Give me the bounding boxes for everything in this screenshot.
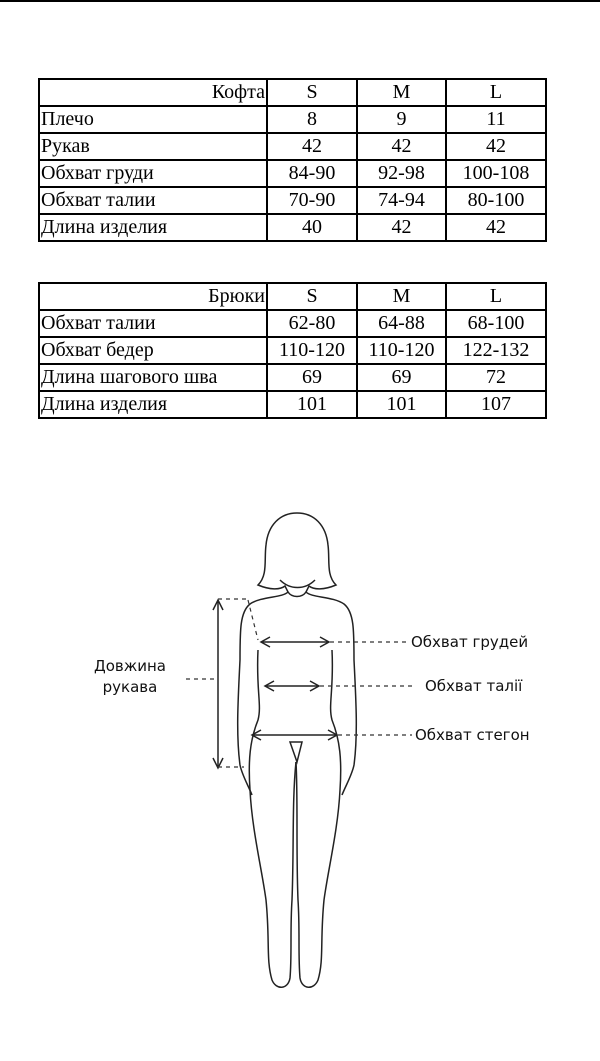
size-header: L [446,283,546,310]
measurement-value: 72 [446,364,546,391]
measurement-value: 42 [446,214,546,241]
size-header: S [267,79,357,106]
measurement-value: 80-100 [446,187,546,214]
measurement-value: 69 [267,364,357,391]
measurement-value: 68-100 [446,310,546,337]
measurement-arrows [213,600,337,768]
measurement-value: 64-88 [357,310,446,337]
measurement-value: 92-98 [357,160,446,187]
size-header: M [357,79,446,106]
measurement-value: 110-120 [357,337,446,364]
measurement-name: Обхват груди [39,160,267,187]
measurement-value: 40 [267,214,357,241]
measurement-value: 42 [357,214,446,241]
measurement-value: 100-108 [446,160,546,187]
size-header: S [267,283,357,310]
sleeve-length-line1: Довжина [94,657,166,675]
measurement-name: Обхват бедер [39,337,267,364]
measurement-value: 101 [357,391,446,418]
measurement-value: 42 [357,133,446,160]
measurement-name: Обхват талии [39,310,267,337]
measurement-value: 62-80 [267,310,357,337]
measurement-value: 8 [267,106,357,133]
measurement-value: 11 [446,106,546,133]
measurement-value: 122-132 [446,337,546,364]
waist-label: Обхват талії [425,677,523,695]
measurement-value: 42 [446,133,546,160]
body-outline [238,513,357,987]
measurement-value: 70-90 [267,187,357,214]
table-title: Кофта [39,79,267,106]
measurement-name: Плечо [39,106,267,133]
measurement-name: Длина шагового шва [39,364,267,391]
size-header: M [357,283,446,310]
size-header: L [446,79,546,106]
sleeve-length-label [86,656,174,698]
hips-label: Обхват стегон [415,726,530,744]
measurement-value: 110-120 [267,337,357,364]
measurement-value: 74-94 [357,187,446,214]
measurement-value: 42 [267,133,357,160]
table-title: Брюки [39,283,267,310]
measurement-value: 101 [267,391,357,418]
measurement-value: 9 [357,106,446,133]
sleeve-length-line2: рукава [102,678,158,696]
measurement-name: Длина изделия [39,214,267,241]
measurement-value: 107 [446,391,546,418]
measurement-value: 69 [357,364,446,391]
chest-label: Обхват грудей [411,633,529,651]
measurement-name: Рукав [39,133,267,160]
measurement-name: Длина изделия [39,391,267,418]
measurement-value: 84-90 [267,160,357,187]
measurement-name: Обхват талии [39,187,267,214]
